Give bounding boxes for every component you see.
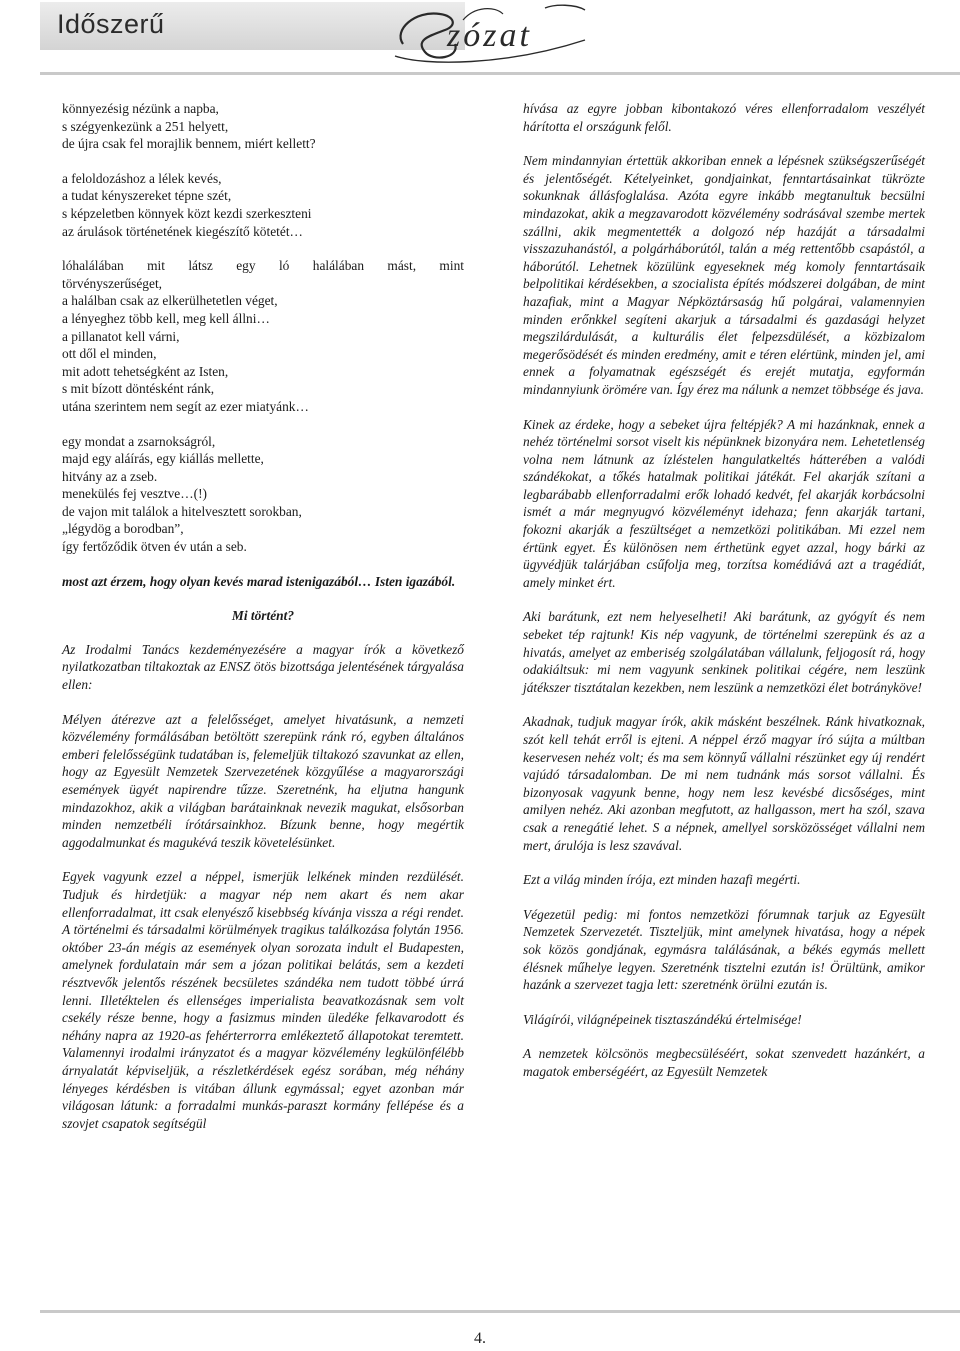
verse-line: ott dől el minden,	[62, 346, 157, 362]
paragraph: Ezt a világ minden írója, ezt minden hazafi megérti.	[523, 872, 801, 888]
verse-line: a feloldozáshoz a lélek kevés,	[62, 170, 222, 186]
verse-line: s szégyenkezünk a 251 helyett,	[62, 118, 229, 134]
verse-line: de vajon mit találok a hitelvesztett sorokban,	[62, 503, 302, 519]
verse-line: mit adott tehetségként az Isten,	[62, 363, 229, 379]
verse-line: így fertőződik ötven év után a seb.	[62, 539, 247, 555]
right-column	[523, 100, 925, 1098]
paragraph: Aki barátunk, ezt nem helyeselheti! Aki barátunk, az gyógyít és nem sebeket tép rajtunk! Kis nép vagyunk, de történelmi szerepünk és az a hivatás, amelyet az emberiség szolgálatában vállalunk, feljogosít rá, hogy odakiáltsuk: mi nem vagyunk senkinek politikai cégére, nem leszünk játékszer tisztátalan kezekben, nem leszünk a nemzetközi élet botrányköve!	[523, 609, 925, 695]
verse-line: az árulások történetének kiegészítő kötetét…	[62, 223, 303, 239]
verse-line: majd egy aláírás, egy kiállás mellette,	[62, 451, 264, 467]
top-divider	[40, 72, 960, 75]
verse-line: lóhalálában mit látsz egy ló halálában mást, mint	[62, 258, 464, 274]
paragraph: A nemzetek kölcsönös megbecsüléséért, sokat szenvedett hazánkért, a magatok emberségéért, az Egyesült Nemzetek	[523, 1046, 925, 1079]
verse-line: s képzeletben könnyek közt kezdi szerkeszteni	[62, 205, 312, 221]
verse-line: egy mondat a zsarnokságról,	[62, 433, 216, 449]
verse-line: hitvány az a zseb.	[62, 468, 158, 484]
left-column	[62, 100, 464, 1132]
verse-line: s mit bízott döntésként ránk,	[62, 381, 215, 397]
verse-block-1	[62, 100, 464, 153]
section-title: Időszerű	[57, 9, 165, 39]
paragraph: Végezetül pedig: mi fontos nemzetközi fórumnak tarjuk az Egyesült Nemzetek Szervezetét. Tiszteljük, mint amelynek hivatása, hogy a népek sok közös gondjának, egymásra találásának, a békés egymás mellett élésnek műhelye legyen. Szeretnénk tisztelni ezután is! Örültünk, amikor hazánk a szervezet tagja lett: szeretnénk örülni ezután is.	[523, 906, 925, 993]
page-number: 4.	[474, 1330, 486, 1347]
verse-block-3	[62, 257, 464, 415]
paragraph: Nem mindannyian értettük akkoriban ennek a lépésnek szükségszerűségét és jelentőségét. Kételyeinket, gondjainkat, fenntartásainkat tükrözte sokunknak állásfoglalása. Azóta egyre inkább megtanultuk becsülni mindazokat, akik a megzavarodott közvélemény sodrásával szembe mertek szállni, akik megmentették a dolgozó nép hazáját a társadalmi visszazuhanástól, a polgárháborútól, talán a még rettentőbb csapástól, a háborútól. Lehetnek közülünk egyeseknek még komoly fenntartásaik belpolitikai kérdésekben, a szocialista építés módszerei dolgában, de mint hazafiak, mint a Magyar Népköztársaság hű polgárai, valamennyien minden erőnkkel segíteni akarjuk a társadalmi és gazdasági helyzet megszilárdulását, a kulturális élet felpezsdülését, a közbizalom megerősödését és minden eredmény, amit e téren elértünk, minden jel, ami ennek a folyamatnak egészségét és erejét mutatja, egyformán mindannyiunk örömére van. Így érez ma nálunk a nemzet többsége és java.	[523, 153, 925, 397]
verse-block-4	[62, 433, 464, 556]
bottom-divider	[40, 1310, 960, 1313]
paragraph: Világírói, világnépeinek tisztaszándékú értelmisége!	[523, 1011, 802, 1027]
paragraph: Az Irodalmi Tanács kezdeményezésére a magyar írók a következő nyilatkozatban tiltakoztak az ENSZ ötös bizottsága jelentésének tárgyalása ellen:	[62, 641, 464, 693]
paragraph: Kinek az érdeke, hogy a sebeket újra feltépjék? A mi hazánknak, ennek a nehéz történelmi sorsot viselt kis népünknek bizonyára nem. Lehetetlenség volna nem látnunk az ízléstelen hangulatkeltés hátterében a valódi szándékokat, a tőkés hatalmak politikai játékát. Fel akarják szítani a legbarábabb ellenforradalmi erők lohadó kedvét, fel akarják korbácsolni ismét a már megnyugvó közvéleményt idehaza; fenn akarják tartani, fokozni akarják a feszültséget a nemzetközi politikában. Mi ezzel nem értünk egyet. És különösen nem érthetünk egyet azzal, hogy bárki az ügyvédjük talárjában csűfolja meg, torzítsa komédiává azt a tragédiát, amely minket ért.	[523, 416, 925, 590]
verse-line: de újra csak fel morajlik bennem, miért kellett?	[62, 136, 316, 152]
paragraph: Egyek vagyunk ezzel a néppel, ismerjük lelkének minden rezdülését. Tudjuk és hirdetjük: a magyar nép nem akart és nem akar ellenforradalmat, itt csak elenyésző kisebbség kívánja vissza a régi rendet. A történelmi és társadalmi körülmények tragikus találkozása folytán 1956. október 23-án mégis az események olyan sorozata indult el Budapesten, amelynek fordulatain már sem a józan politikai belátás, sem a kezdeti résztvevők jelentős részének becsületes szándéka nem tudott többé úrrá lenni. Illetéktelen és ellenséges imperialista beavatkozásnak sem volt csekély része benne, hogy a fasizmus minden üledéke felkavarodott és néhány napra az 1920-as fehérterrorra emlékeztető állapotokat teremtett. Valamennyi irodalmi irányzatot és a magyar közvélemény legkülönfélébb árnyalatát képviseljük, a részletkérdések egész sorában, még néhány lényeges kérdésben is vitában állunk egymással; egyet azonban már világosan látunk: a forradalmi munkás-paraszt kormány fellépése és a szovjet csapatok segítségül	[62, 869, 464, 1131]
section-heading: Mi történt?	[231, 608, 295, 624]
page-header	[0, 0, 960, 70]
verse-line: könnyezésig nézünk a napba,	[62, 101, 219, 116]
paragraph: Mélyen átérezve azt a felelősséget, amelyet hivatásunk, a nemzeti közvélemény formálásában betöltött szerepünk ránk ró, egyben általános emberi felelősségünk tudatában is, felemeljük tiltakozó szavunkat az ellen, hogy az Egyesült Nemzetek Szervezetének közgyűlése a magyarországi események ügyét napirendre tűzze. Szeretnénk, ha eljutna hangunk mindazokhoz, akik a világban barátainknak nevezik magukat, elsősorban minden nemzetbéli írótársainkhoz. Bízunk benne, hogy megértik aggodalmunkat és magukévá teszik követelésünket.	[62, 711, 464, 850]
verse-line: menekülés fej vesztve…(!)	[62, 486, 208, 502]
paragraph: Akadnak, tudjuk magyar írók, akik másként beszélnek. Ránk hivatkoznak, szót kell tehát erről is ejteni. A néppel érző magyar író sújta a múltban keservesen nehéz volt; és ma sem könnyű vállalni részünket egy új rendért vajúdó társadalomban. De mi nem tudnánk más sorsot vállalni. És bizonyosak vagyunk benne, hogy nem lesz kevésbé dicsőséges, mint amilyen nehéz. Aki azonban megfutott, az hallgasson, mert ha szól, szava csak a renegátié lehet. S a népnek, amellyel sorsközösséget vállalni nem mert, árulója is lesz szavával.	[523, 714, 925, 853]
szozat-logo	[385, 0, 595, 70]
closing-verse: most azt érzem, hogy olyan kevés marad istenigazából… Isten igazából.	[62, 573, 456, 589]
verse-line: a lényeghez több kell, meg kell állni…	[62, 310, 270, 326]
verse-line: a tudat kényszereket tépne szét,	[62, 188, 232, 204]
verse-line: utána szerintem nem segít az ezer miatyánk…	[62, 398, 309, 414]
verse-block-2	[62, 170, 464, 240]
svg-text:zózat: zózat	[447, 17, 532, 54]
paragraph: hívása az egyre jobban kibontakozó véres ellenforradalom veszélyét hárította el országunk felől.	[523, 101, 925, 134]
verse-line: törvényszerűséget,	[62, 275, 163, 291]
verse-line: a pillanatot kell várni,	[62, 328, 180, 344]
verse-line: „légydög a borodban”,	[62, 521, 184, 537]
verse-line: a halálban csak az elkerülhetetlen véget,	[62, 293, 278, 309]
